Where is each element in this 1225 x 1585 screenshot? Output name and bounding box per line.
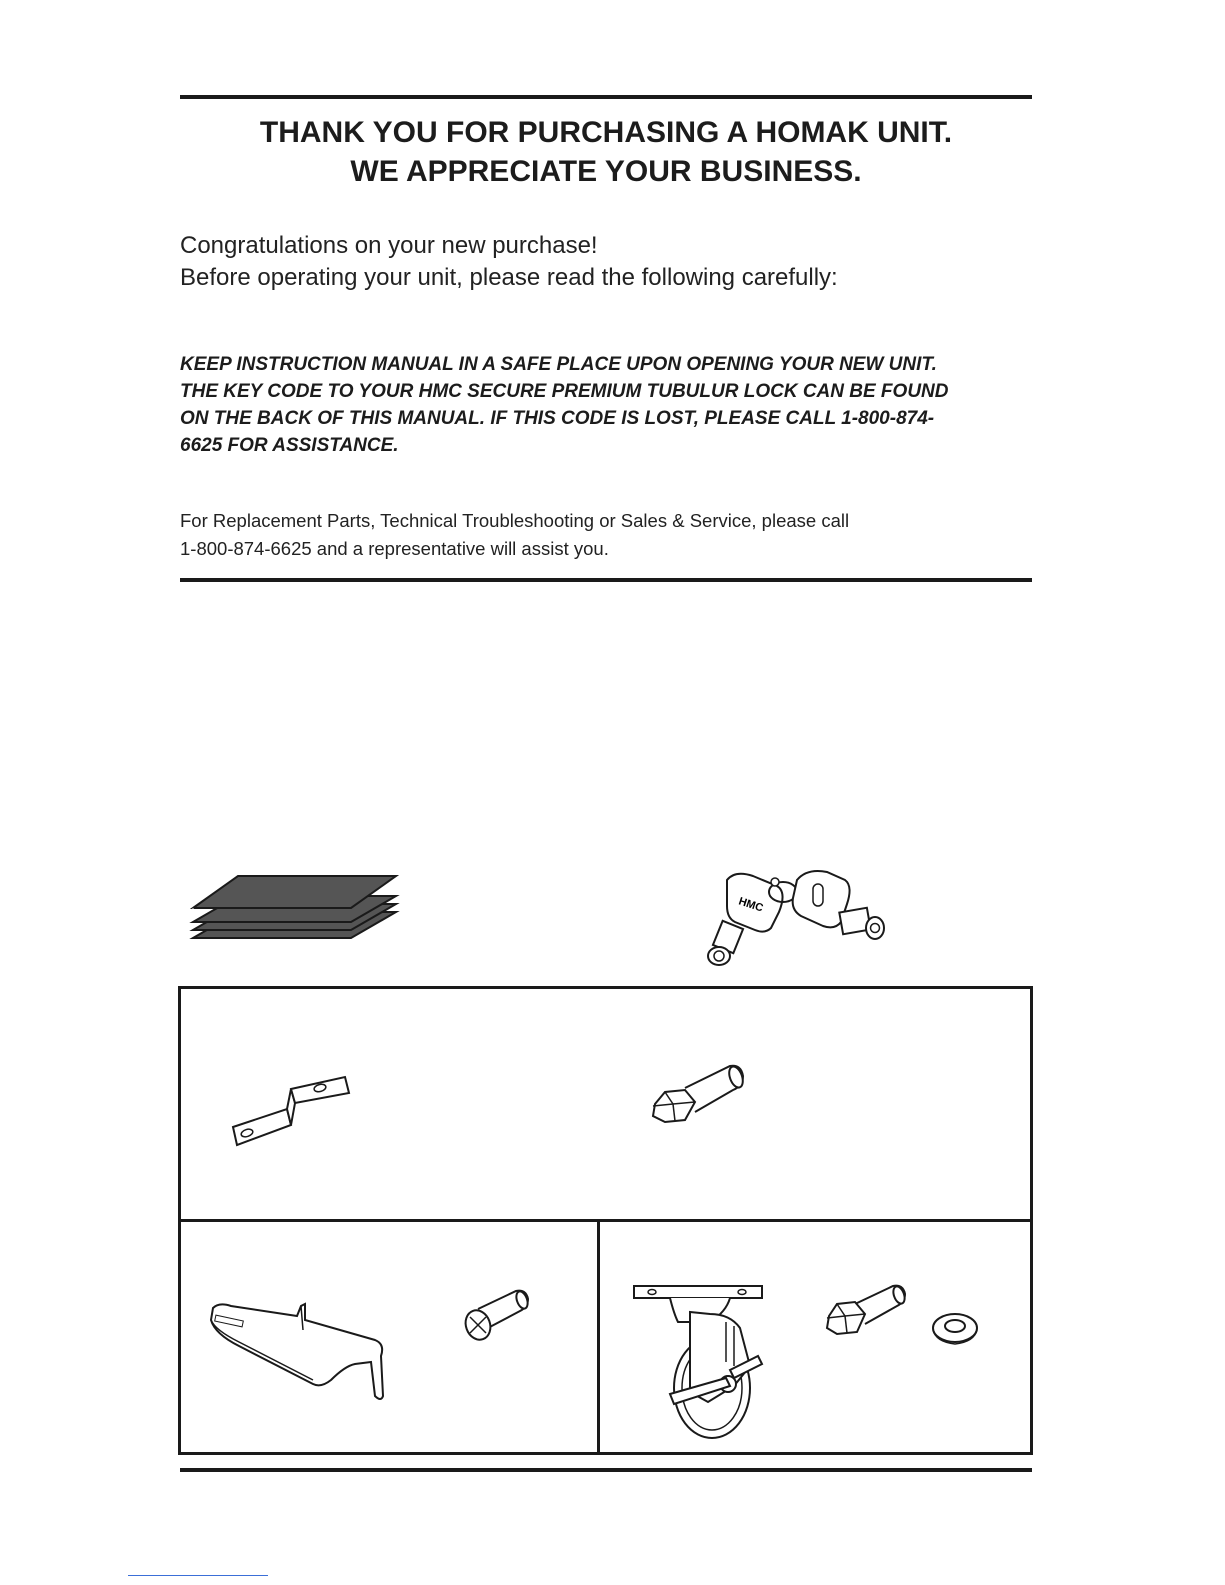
intro-line-1: Congratulations on your new purchase!	[180, 232, 598, 259]
intro-line-2: Before operating your unit, please read the following carefully:	[180, 264, 838, 291]
warning-line-4: 6625 FOR ASSISTANCE.	[180, 435, 399, 456]
caster-wheel-icon	[630, 1282, 770, 1442]
contact-line-1: For Replacement Parts, Technical Troubleshooting or Sales & Service, please call	[180, 510, 850, 531]
bottom-rule	[180, 1468, 1032, 1472]
warning-line-1: KEEP INSTRUCTION MANUAL IN A SAFE PLACE UPON OPENING YOUR NEW UNIT.	[180, 354, 937, 375]
key-tag-text: HMC	[737, 895, 765, 915]
mounting-bracket-icon	[225, 1075, 355, 1160]
warning-line-2: THE KEY CODE TO YOUR HMC SECURE PREMIUM TUBULUR LOCK CAN BE FOUND	[180, 381, 949, 402]
shelf-liner-sheets-icon	[185, 870, 405, 945]
warning-line-3: ON THE BACK OF THIS MANUAL. IF THIS CODE IS LOST, PLEASE CALL 1-800-874-	[180, 408, 935, 429]
footer-link-underline	[128, 1575, 268, 1576]
handle-screw-icon	[460, 1285, 540, 1350]
middle-rule	[180, 578, 1032, 582]
heading-line-1: THANK YOU FOR PURCHASING A HOMAK UNIT.	[259, 116, 953, 149]
caster-bolt-icon	[825, 1282, 915, 1352]
contact-line-2: 1-800-874-6625 and a representative will assist you.	[180, 538, 609, 559]
heading-line-2: WE APPRECIATE YOUR BUSINESS.	[350, 155, 862, 188]
tubular-keys-icon	[695, 862, 895, 972]
handle-icon	[205, 1300, 390, 1410]
washer-icon	[930, 1310, 980, 1346]
hex-bolt-icon	[645, 1060, 755, 1150]
top-rule	[180, 95, 1032, 99]
